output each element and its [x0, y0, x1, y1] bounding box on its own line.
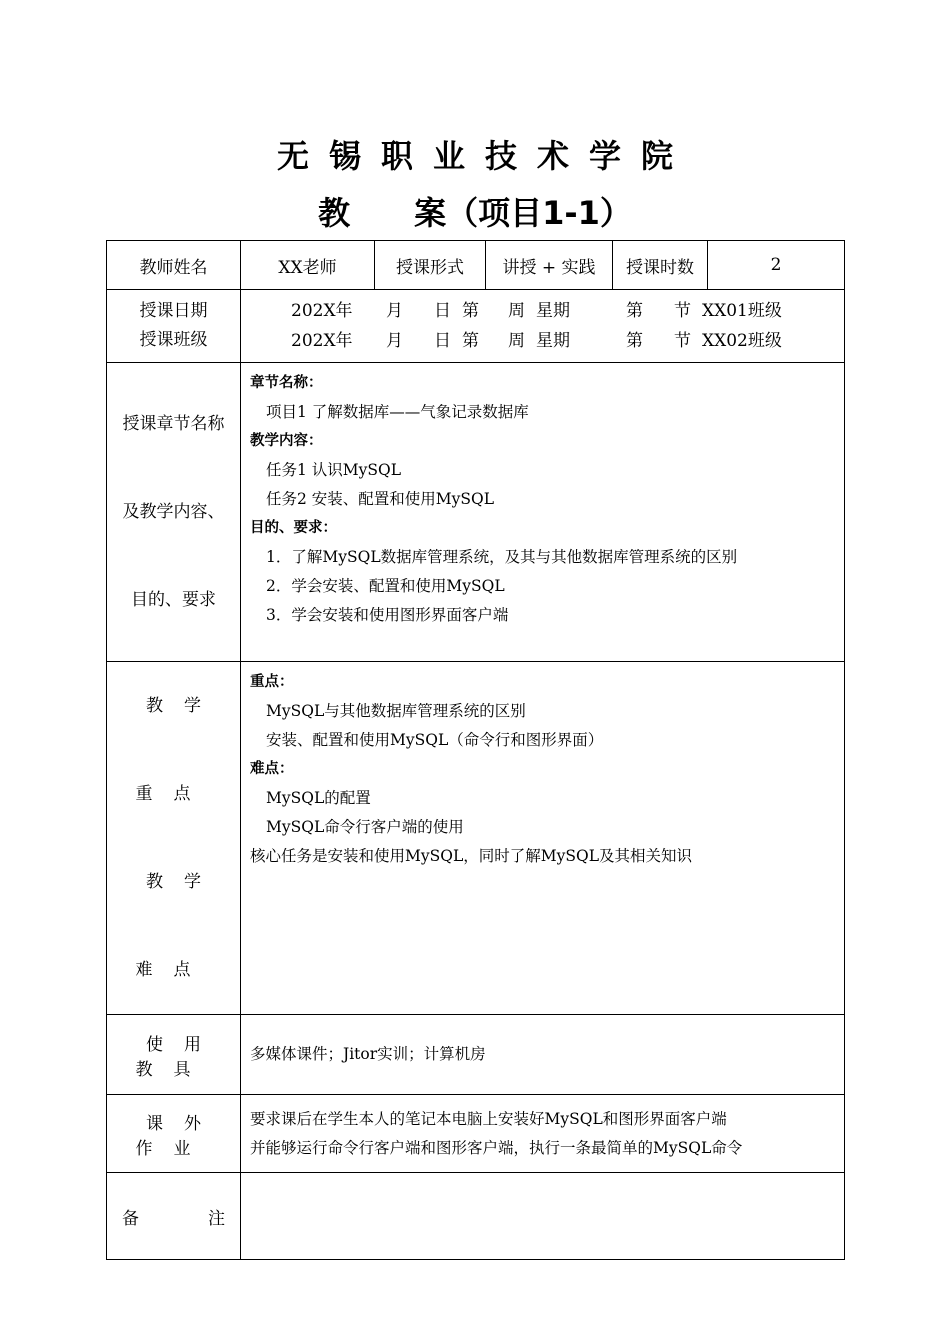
row-teaching-tools [107, 1015, 845, 1095]
lesson-plan-table [106, 240, 845, 1260]
chapter-content-value [241, 363, 845, 662]
difficult-item: MySQL命令行客户端的使用 [266, 818, 464, 836]
remarks-label-a: 备 [122, 1208, 139, 1229]
teaching-tools-value: 多媒体课件；Jitor实训；计算机房 [241, 1015, 845, 1095]
goal-item: 2．学会安装、配置和使用MySQL [266, 577, 505, 595]
section-prefix: 第 [626, 331, 643, 351]
week: 周 [508, 301, 525, 321]
week: 周 [508, 331, 525, 351]
goal-item: 1．了解MySQL数据库管理系统，及其与其他数据库管理系统的区别 [266, 548, 738, 566]
schedule-line-2 [241, 326, 844, 356]
week-prefix: 第 [462, 301, 479, 321]
chapter-heading: 章节名称： [250, 375, 323, 391]
core-task: 核心任务是安装和使用MySQL，同时了解MySQL及其相关知识 [250, 847, 692, 865]
teaching-hours-label: 授课时数 [613, 241, 708, 290]
chapter-content-label [107, 363, 241, 662]
weekday: 星期 [536, 331, 570, 351]
difficult-heading: 难点： [250, 761, 294, 777]
remarks-value [241, 1173, 845, 1260]
teacher-name-label: 教师姓名 [107, 241, 241, 290]
date-label: 授课日期 [139, 301, 208, 321]
teacher-name-value: XX老师 [241, 241, 375, 290]
week-prefix: 第 [462, 331, 479, 351]
class-name: XX01班级 [702, 301, 782, 321]
document-title-part-a: 教 [318, 194, 351, 232]
key-item: MySQL与其他数据库管理系统的区别 [266, 702, 526, 720]
row-remarks [107, 1173, 845, 1260]
year: 202X年 [291, 331, 353, 351]
date-class-label [107, 290, 241, 363]
chapter-name: 项目1 了解数据库——气象记录数据库 [266, 403, 529, 421]
row-homework [107, 1095, 845, 1173]
difficult-item: MySQL的配置 [266, 789, 371, 807]
teaching-form-value: 讲授 + 实践 [486, 241, 613, 290]
key-heading: 重点： [250, 674, 294, 690]
key-difficult-label [107, 662, 241, 1015]
key-item: 安装、配置和使用MySQL（命令行和图形界面） [266, 731, 604, 749]
year: 202X年 [291, 301, 353, 321]
goal-item: 3．学会安装和使用图形界面客户端 [266, 606, 509, 624]
remarks-label-b: 注 [208, 1208, 225, 1229]
date-class-values [241, 290, 845, 363]
day: 日 [434, 301, 451, 321]
label-line: 目的、要求 [131, 590, 216, 610]
teaching-tools-label: 使用教具 [107, 1015, 241, 1095]
homework-value [241, 1095, 845, 1173]
document-title [0, 188, 950, 234]
section-prefix: 第 [626, 301, 643, 321]
label-line: 及教学内容、 [122, 502, 225, 522]
weekday: 星期 [536, 301, 570, 321]
content-heading: 教学内容： [250, 433, 323, 449]
class-label: 授课班级 [139, 330, 208, 350]
row-teacher [107, 241, 845, 290]
remarks-label [107, 1173, 241, 1260]
key-difficult-value [241, 662, 845, 1015]
class-name: XX02班级 [702, 331, 782, 351]
label-line: 教学重点 [135, 696, 222, 804]
task-item: 任务2 安装、配置和使用MySQL [266, 490, 495, 508]
day: 日 [434, 331, 451, 351]
task-item: 任务1 认识MySQL [266, 461, 402, 479]
section: 节 [674, 301, 691, 321]
homework-line: 要求课后在学生本人的笔记本电脑上安装好MySQL和图形界面客户端 [250, 1109, 727, 1128]
row-chapter-content [107, 363, 845, 662]
label-line: 授课章节名称 [122, 414, 225, 434]
teaching-hours-value: 2 [708, 241, 845, 290]
schedule-line-1 [241, 296, 844, 326]
row-date-class [107, 290, 845, 363]
label-line: 教学难点 [135, 872, 222, 980]
school-title: 无锡职业技术学院 [276, 137, 693, 175]
month: 月 [386, 301, 403, 321]
goals-heading: 目的、要求： [250, 520, 337, 536]
document-title-part-b: 案（项目1-1） [414, 194, 632, 232]
teaching-form-label: 授课形式 [375, 241, 486, 290]
month: 月 [386, 331, 403, 351]
homework-line: 并能够运行命令行客户端和图形客户端，执行一条最简单的MySQL命令 [250, 1138, 743, 1157]
row-key-difficult [107, 662, 845, 1015]
section: 节 [674, 331, 691, 351]
homework-label: 课外作业 [107, 1095, 241, 1173]
